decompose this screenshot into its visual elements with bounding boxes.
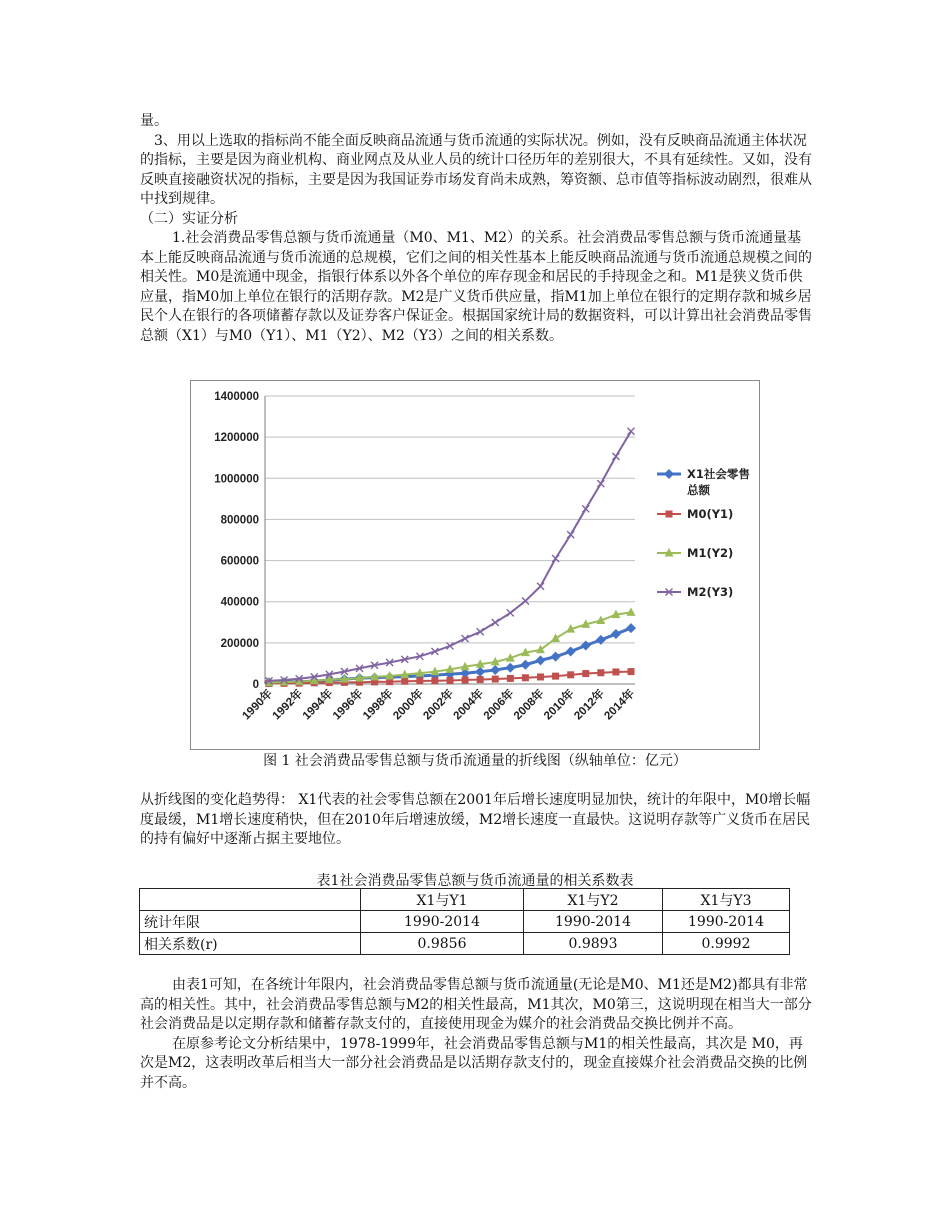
legend-marker: [664, 469, 674, 479]
x-tick-label: 2000年: [391, 687, 426, 723]
data-point: [492, 676, 499, 683]
data-point: [537, 673, 544, 680]
data-point: [597, 669, 604, 676]
x-tick-label: 1994年: [300, 687, 336, 723]
y-tick-label: 1400000: [214, 391, 259, 403]
data-point: [611, 629, 621, 639]
x-tick-label: 1996年: [330, 687, 366, 723]
legend-label: M0(Y1): [687, 507, 734, 521]
data-point: [626, 623, 636, 633]
x-tick-label: 2010年: [542, 687, 577, 723]
body-text-after-figure: [140, 791, 812, 850]
data-point: [596, 635, 606, 645]
data-point: [475, 667, 485, 677]
table-row: [140, 933, 790, 955]
table-cell: 0.9992: [663, 933, 790, 955]
y-tick-label: 400000: [220, 596, 259, 609]
y-tick-label: 600000: [220, 555, 259, 568]
data-point: [612, 668, 619, 675]
data-point: [566, 646, 576, 656]
data-point: [628, 428, 635, 435]
table-header-row: [140, 889, 790, 911]
x-tick-label: 1992年: [270, 687, 306, 723]
legend-label: M1(Y2): [687, 546, 734, 560]
data-point: [537, 583, 544, 590]
y-tick-label: 0: [252, 679, 259, 691]
data-point: [597, 480, 604, 487]
data-point: [520, 660, 530, 670]
chart-canvas: [191, 381, 759, 749]
body-text-top: [140, 112, 812, 346]
data-point: [627, 607, 636, 616]
table-row: [140, 911, 790, 933]
data-point: [507, 609, 514, 616]
table-title: 表1社会消费品零售总额与货币流通量的相关系数表: [316, 873, 634, 889]
data-point: [567, 671, 574, 678]
correlation-table: [139, 888, 790, 955]
data-point: [462, 635, 469, 642]
data-point: [477, 676, 484, 683]
paragraph-continuation: 量。: [140, 113, 168, 129]
table-cell: 1990-2014: [663, 911, 790, 933]
x-tick-label: 1990年: [240, 687, 276, 723]
data-point: [522, 598, 529, 605]
series-line: [269, 431, 631, 681]
x-tick-label: 2006年: [481, 687, 517, 723]
x-tick-label: 2014年: [602, 687, 638, 723]
y-tick-label: 1200000: [214, 432, 259, 445]
data-point: [612, 453, 619, 460]
y-tick-label: 200000: [220, 637, 259, 650]
x-tick-label: 2002年: [421, 687, 457, 723]
x-tick-label: 2004年: [451, 687, 487, 723]
data-point: [536, 645, 545, 654]
data-point: [447, 677, 454, 684]
table-header-cell: X1与Y2: [524, 889, 663, 911]
data-point: [401, 678, 408, 685]
data-point: [522, 674, 529, 681]
data-point: [581, 640, 591, 650]
data-point: [505, 663, 515, 673]
data-point: [536, 655, 546, 665]
table-cell: 1990-2014: [524, 911, 663, 933]
y-tick-label: 800000: [220, 514, 259, 527]
data-point: [551, 633, 560, 642]
table-cell: 统计年限: [140, 911, 361, 933]
paragraph-reference-comparison: 在原参考论文分析结果中，1978-1999年，社会消费品零售总额与M1的相关性最高，其次是 M0，再次是M2，这表明改革后相当大一部分社会消费品是以活期存款支付的，现金直接媒介社会消费品交换的比例并不高。: [140, 1035, 808, 1091]
data-point: [582, 505, 589, 512]
paragraph-analysis-1: 1.社会消费品零售总额与货币流通量（M0、M1、M2）的关系。社会消费品零售总额与货币流通量基本上能反映商品流通与货币流通的总规模，它们之间的相关性基本上能反映商品流通与货币流通总规模之间的相关性。M0是流通中现金，指银行体系以外各个单位的库存现金和居民的手持现金之和。M1是狭义货币供应量，指M0加上单位在银行的活期存款。M2是广义货币供应量，指M1加上单位在银行的定期存款和城乡居民个人在银行的各项储蓄存款以及证券客户保证金。根据国家统计局的数据资料，可以计算出社会消费品零售总额（X1）与M0（Y1）、M1（Y2）、M2（Y3）之间的相关系数。: [140, 230, 812, 344]
legend-label: M2(Y3): [687, 585, 734, 599]
table-cell: 0.9856: [361, 933, 524, 955]
section-heading: （二）实证分析: [140, 210, 238, 227]
data-point: [552, 673, 559, 680]
data-point: [431, 677, 438, 684]
figure-caption: 图 1 社会消费品零售总额与货币流通量的折线图（纵轴单位：亿元）: [263, 753, 687, 769]
data-point: [492, 619, 499, 626]
data-point: [551, 652, 561, 662]
table-cell: 0.9893: [524, 933, 663, 955]
line-chart: [190, 380, 760, 750]
table-cell: 1990-2014: [361, 911, 524, 933]
data-point: [567, 531, 574, 538]
data-point: [477, 628, 484, 635]
paragraph-point-3: 3、用以上选取的指标尚不能全面反映商品流通与货币流通的实际状况。例如，没有反映商品流通主体状况的指标，主要是因为商业机构、商业网点及从业人员的统计口径历年的差别很大，不具有延续性。又如，没有反映直接融资状况的指标，主要是因为我国证券市场发育尚未成熟，筹资额、总市值等指标波动剧烈，很难从中找到规律。: [140, 132, 812, 207]
paragraph-trend: 从折线图的变化趋势得： X1代表的社会零售总额在2001年后增长速度明显加快，统计的年限中，M0增长幅度最缓，M1增长速度稍快，但在2010年后增速放缓，M2增长速度一直最快。这说明存款等广义货币在居民的持有偏好中逐渐占据主要地位。: [140, 792, 811, 847]
table-header-cell: X1与Y3: [663, 889, 790, 911]
legend-label: X1社会零售: [687, 467, 750, 481]
table-cell: 相关系数(r): [140, 933, 361, 955]
y-tick-label: 1000000: [214, 473, 259, 486]
data-point: [582, 670, 589, 677]
data-point: [507, 675, 514, 682]
x-tick-label: 2008年: [511, 687, 547, 723]
data-point: [628, 668, 635, 675]
x-tick-label: 1998年: [361, 687, 396, 723]
data-point: [462, 676, 469, 683]
x-tick-label: 2012年: [572, 687, 607, 723]
data-point: [490, 665, 500, 675]
legend-label: 总额: [687, 483, 710, 497]
paragraph-table-analysis: 由表1可知，在各统计年限内，社会消费品零售总额与货币流通量(无论是M0、M1还是M2)都具有非常高的相关性。其中，社会消费品零售总额与M2的相关性最高，M1其次，M0第三，这说明现在相当大一部分社会消费品是以定期存款和储蓄存款支付的，直接使用现金为媒介的社会消费品交换比例并不高。: [140, 977, 812, 1032]
body-text-bottom: [140, 976, 812, 1093]
table-header-cell: [140, 889, 361, 911]
data-point: [416, 677, 423, 684]
table-header-cell: X1与Y1: [361, 889, 524, 911]
legend-marker: [666, 511, 673, 518]
